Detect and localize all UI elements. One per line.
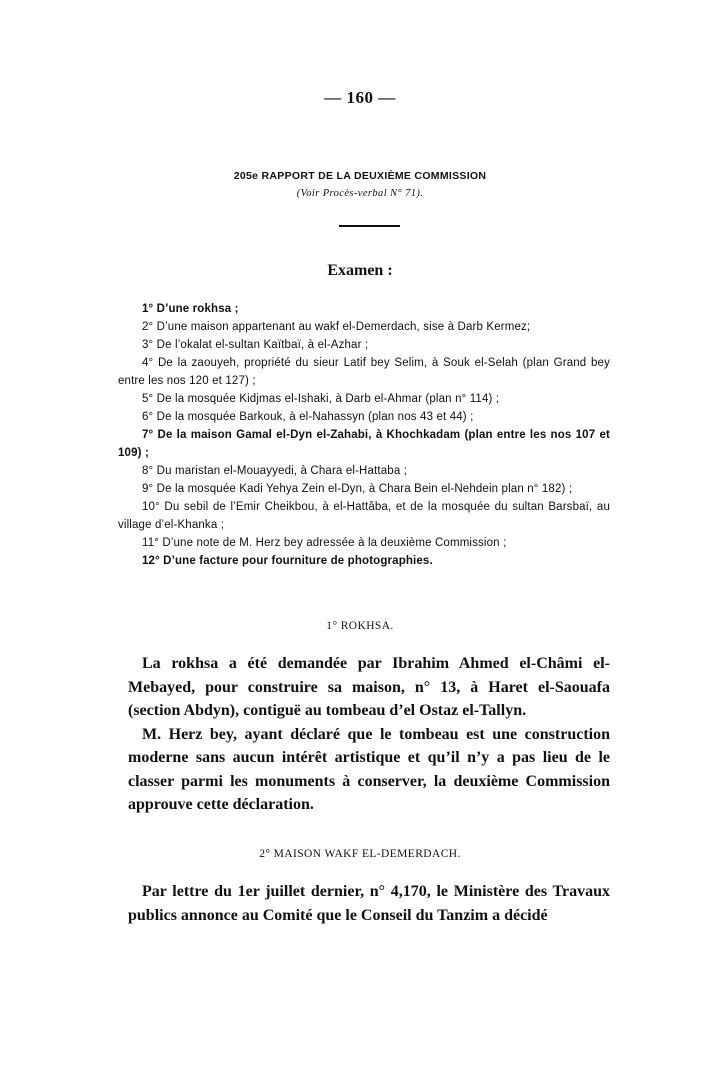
list-item: 3° De l’okalat el-sultan Kaïtbaï, à el-Azhar ; xyxy=(142,339,369,351)
section-heading-rokhsa: 1° ROKHSA. xyxy=(326,620,394,632)
section-body-rokhsa xyxy=(128,652,610,817)
list-item: 4° De la zaouyeh, propriété du sieur Latif bey Selim, à Souk el-Selah (plan Grand bey entre les nos 120 et 127) ; xyxy=(118,357,610,387)
list-item: 12° D’une facture pour fourniture de photographies. xyxy=(142,555,433,567)
report-title: 205e RAPPORT DE LA DEUXIÈME COMMISSION xyxy=(233,170,487,182)
list-item: 10° Du sebil de l’Emir Cheikbou, à el-Hattâba, et de la mosquée du sultan Barsbaï, au village d’el-Khanka ; xyxy=(118,501,610,531)
paragraph: M. Herz bey, ayant déclaré que le tombeau est une construction moderne sans aucun intérêt artistique et qu’il n’y a pas lieu de le classer parmi les monuments à conserver, la deuxième Commission approuve cette déclaration. xyxy=(128,725,610,813)
list-item: 7° De la maison Gamal el-Dyn el-Zahabi, à Khochkadam (plan entre les nos 107 et 109) ; xyxy=(118,429,610,459)
examen-heading: Examen : xyxy=(327,262,393,279)
list-item: 5° De la mosquée Kidjmas el-Ishaki, à Darb el-Ahmar (plan n° 114) ; xyxy=(142,393,500,405)
report-subtitle: (Voir Procès-verbal N° 71). xyxy=(296,188,424,199)
list-item: 8° Du maristan el-Mouayyedi, à Chara el-Hattaba ; xyxy=(142,465,408,477)
list-item: 6° De la mosquée Barkouk, à el-Nahassyn (plan nos 43 et 44) ; xyxy=(142,411,474,423)
section-body-maison-wakf xyxy=(128,880,610,927)
agenda-list xyxy=(118,300,610,570)
page-number: — 160 — xyxy=(324,88,396,107)
list-item: 2° D’une maison appartenant au wakf el-Demerdach, sise à Darb Kermez; xyxy=(142,321,531,333)
section-heading-maison-wakf: 2° MAISON WAKF EL-DEMERDACH. xyxy=(259,848,461,860)
paragraph: La rokhsa a été demandée par Ibrahim Ahmed el-Châmi el-Mebayed, pour construire sa maison, n° 13, à Haret el-Saouafa (section Abdyn), contiguë au tombeau d’el Ostaz el-Tallyn. xyxy=(128,655,610,719)
title-rule xyxy=(339,225,400,227)
list-item: 1° D’une rokhsa ; xyxy=(142,303,239,315)
paragraph: Par lettre du 1er juillet dernier, n° 4,170, le Ministère des Travaux publics annonce au Comité que le Conseil du Tanzim a décidé xyxy=(128,883,610,924)
list-item: 11° D’une note de M. Herz bey adressée à la deuxième Commission ; xyxy=(142,537,507,549)
list-item: 9° De la mosquée Kadi Yehya Zein el-Dyn, à Chara Bein el-Nehdein plan n° 182) ; xyxy=(142,483,573,495)
